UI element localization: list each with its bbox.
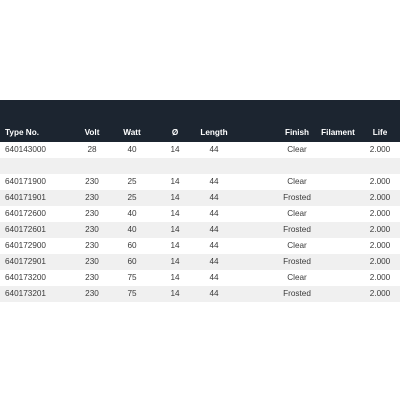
cell-life-value: 2.000 <box>369 209 391 218</box>
cell-type-no: 640143000 <box>5 145 46 154</box>
cell-type-no: 640172601 <box>5 225 46 234</box>
cell-type-no: 640172901 <box>5 257 46 266</box>
cell-diameter-value: 14 <box>170 225 180 234</box>
cell-diameter-value: 14 <box>170 145 180 154</box>
cell-type-no: 640172600 <box>5 209 46 218</box>
cell-volt-value: 230 <box>85 209 99 218</box>
table-row <box>0 206 400 222</box>
table-row <box>0 174 400 190</box>
cell-watt-value: 25 <box>127 193 137 202</box>
table-body <box>0 142 400 302</box>
cell-finish-value: Frosted <box>283 289 311 298</box>
cell-life-value: 2.000 <box>369 273 391 282</box>
cell-length-value: 44 <box>209 289 219 298</box>
cell-watt-value: 40 <box>127 225 137 234</box>
cell-length-value: 44 <box>209 177 219 186</box>
table-row <box>0 254 400 270</box>
cell-diameter-value: 14 <box>170 177 180 186</box>
cell-volt-value: 230 <box>85 273 99 282</box>
cell-length-value: 44 <box>209 209 219 218</box>
cell-length-value: 44 <box>209 145 219 154</box>
header-life-label: Life <box>372 128 388 137</box>
cell-finish-value: Clear <box>287 241 307 250</box>
cell-finish-value: Clear <box>287 145 307 154</box>
cell-watt-value: 40 <box>127 209 137 218</box>
cell-volt-value: 230 <box>85 241 99 250</box>
table-row <box>0 238 400 254</box>
cell-diameter-value: 14 <box>170 193 180 202</box>
table-row <box>0 158 400 174</box>
cell-finish-value: Clear <box>287 273 307 282</box>
cell-volt-value: 230 <box>85 257 99 266</box>
cell-watt-value: 75 <box>127 289 137 298</box>
cell-length-value: 44 <box>209 225 219 234</box>
cell-finish-value: Frosted <box>283 257 311 266</box>
cell-diameter-value: 14 <box>170 273 180 282</box>
cell-type-no: 640173201 <box>5 289 46 298</box>
header-length-label: Length <box>200 128 228 137</box>
table-header-row <box>0 125 400 141</box>
cell-watt-value: 40 <box>127 145 137 154</box>
cell-diameter-value: 14 <box>170 241 180 250</box>
cell-finish-value: Frosted <box>283 225 311 234</box>
table-row <box>0 270 400 286</box>
cell-length-value: 44 <box>209 241 219 250</box>
table-row <box>0 222 400 238</box>
cell-watt-value: 60 <box>127 257 137 266</box>
cell-finish-value: Clear <box>287 177 307 186</box>
cell-finish-value: Frosted <box>283 193 311 202</box>
cell-life-value: 2.000 <box>369 241 391 250</box>
cell-volt-value: 230 <box>85 193 99 202</box>
cell-volt-value: 230 <box>85 177 99 186</box>
cell-length-value: 44 <box>209 273 219 282</box>
cell-diameter-value: 14 <box>170 209 180 218</box>
cell-volt-value: 28 <box>87 145 97 154</box>
cell-type-no: 640173200 <box>5 273 46 282</box>
table-row <box>0 190 400 206</box>
cell-volt-value: 230 <box>85 289 99 298</box>
cell-watt-value: 25 <box>127 177 137 186</box>
header-finish-label: Finish <box>284 128 310 137</box>
cell-life-value: 2.000 <box>369 177 391 186</box>
header-volt-label: Volt <box>84 128 100 137</box>
cell-life-value: 2.000 <box>369 289 391 298</box>
cell-life-value: 2.000 <box>369 145 391 154</box>
cell-length-value: 44 <box>209 257 219 266</box>
cell-life-value: 2.000 <box>369 193 391 202</box>
cell-watt-value: 60 <box>127 241 137 250</box>
cell-finish-value: Clear <box>287 209 307 218</box>
cell-watt-value: 75 <box>127 273 137 282</box>
cell-volt-value: 230 <box>85 225 99 234</box>
cell-life-value: 2.000 <box>369 257 391 266</box>
table-row <box>0 286 400 302</box>
header-filament-label: Filament <box>321 128 355 137</box>
cell-diameter-value: 14 <box>170 289 180 298</box>
header-diameter-label: Ø <box>171 128 179 137</box>
header-watt-label: Watt <box>123 128 141 137</box>
cell-type-no: 640171900 <box>5 177 46 186</box>
cell-type-no: 640172900 <box>5 241 46 250</box>
table-row <box>0 142 400 158</box>
cell-diameter-value: 14 <box>170 257 180 266</box>
cell-type-no: 640171901 <box>5 193 46 202</box>
header-type-no: Type No. <box>5 128 39 137</box>
cell-life-value: 2.000 <box>369 225 391 234</box>
cell-length-value: 44 <box>209 193 219 202</box>
